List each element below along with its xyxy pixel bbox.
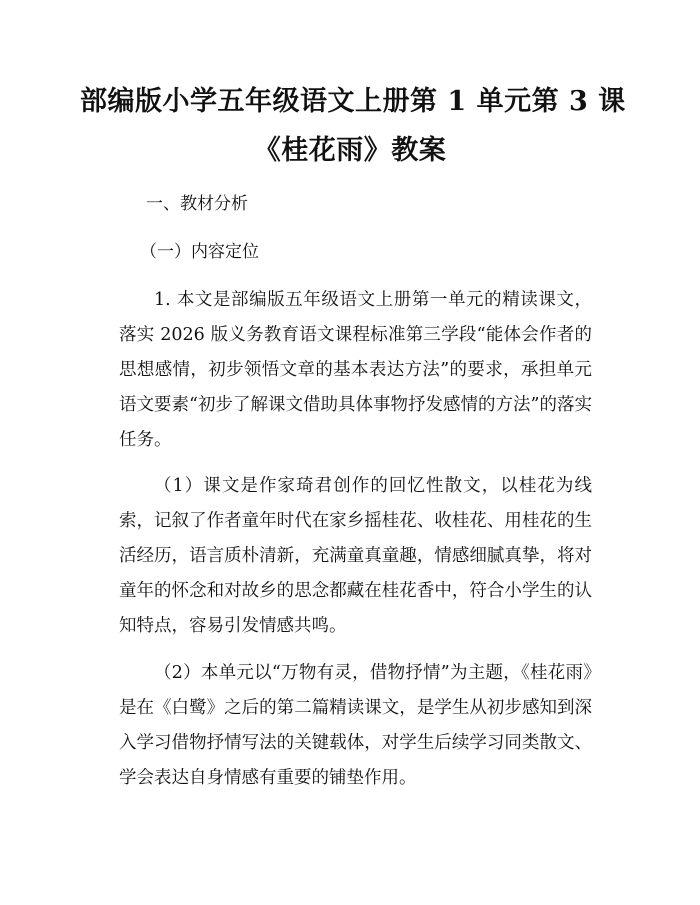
section-heading: 一、教材分析 (146, 194, 248, 214)
document-title-line2: 《桂花雨》教案 (253, 135, 447, 166)
paragraph-3: （2）本单元以“万物有灵，借物抒情”为主题，《桂花雨》是在《白鹭》之后的第二篇精读课文，是学生从初步感知到深入学习借物抒情写法的关键载体，对学生后续学习同类散文、学会表达自身情感有重要的铺垫作用。 (119, 663, 592, 788)
paragraph-2: （1）课文是作家琦君创作的回忆性散文，以桂花为线索，记叙了作者童年时代在家乡摇桂花、收桂花、用桂花的生活经历，语言质朴清新，充满童真童趣，情感细腻真挚，将对童年的怀念和对故乡的思念都藏在桂花香中，符合小学生的认知特点，容易引发情感共鸣。 (119, 476, 592, 636)
subsection-heading: （一）内容定位 (140, 242, 259, 262)
document-title-line1: 部编版小学五年级语文上册第 1 单元第 3 课 (80, 86, 626, 117)
paragraph-1: 1. 本文是部编版五年级语文上册第一单元的精读课文，落实 2026 版义务教育语文课程标准第三学段“能体会作者的思想感情，初步领悟文章的基本表达方法”的要求，承担单元语文要素“初步了解课文借助具体事物抒发感情的方法”的落实任务。 (119, 290, 592, 450)
